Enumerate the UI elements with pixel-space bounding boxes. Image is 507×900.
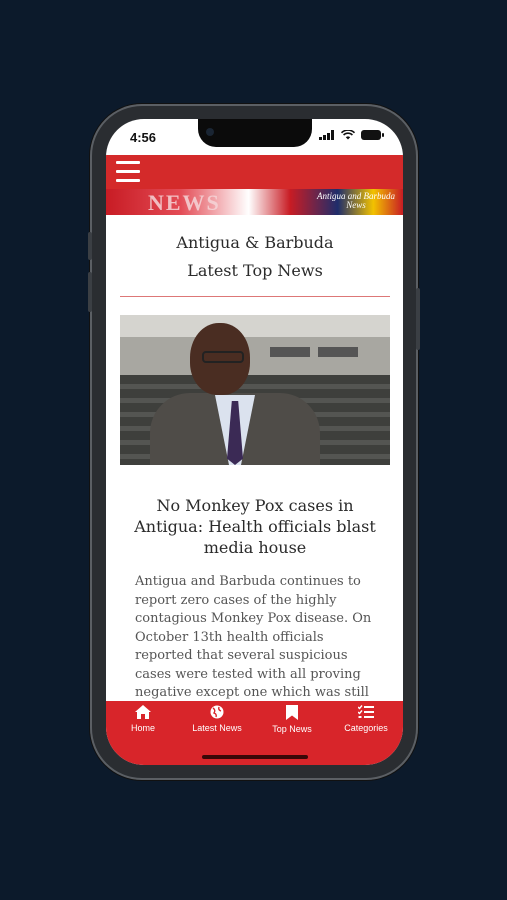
phone-side-button (416, 288, 420, 350)
page-title-line2: Latest Top News (187, 261, 323, 280)
page-title (120, 229, 390, 285)
list-check-icon (358, 705, 374, 719)
signal-icon (319, 130, 335, 140)
front-camera (206, 128, 214, 136)
article-excerpt: Antigua and Barbuda continues to report zero cases of the highly contagious Monkey Pox disease. On October 13th health officials reported that several suspicious cases were tested with all proving negative except one which was still (135, 574, 372, 700)
status-bar (106, 119, 403, 155)
tab-categories[interactable] (329, 705, 403, 733)
battery-icon (361, 130, 381, 140)
status-time: 4:56 (130, 130, 157, 145)
tab-top-news-label: Top News (272, 724, 312, 734)
banner-word: NEWS (148, 190, 221, 215)
menu-icon[interactable] (116, 161, 140, 182)
home-icon (135, 705, 151, 719)
news-banner (106, 189, 403, 215)
phone-volume-button (88, 272, 92, 312)
article-image[interactable] (120, 315, 390, 465)
main-content (106, 215, 403, 701)
tab-categories-label: Categories (344, 723, 388, 733)
tab-top-news[interactable] (255, 705, 329, 734)
bottom-tab-bar (106, 701, 403, 765)
phone-volume-button (88, 232, 92, 260)
status-icons (319, 130, 381, 140)
app-screen (106, 119, 403, 765)
home-indicator[interactable] (202, 755, 308, 759)
article-title[interactable]: No Monkey Pox cases in Antigua: Health officials blast media house (134, 496, 376, 557)
tab-home-label: Home (130, 723, 155, 733)
app-header (106, 155, 403, 189)
banner-logo-text: Antigua and Barbuda News (317, 191, 395, 210)
page-title-line1: Antigua & Barbuda (176, 233, 334, 252)
wifi-icon (341, 130, 355, 140)
title-divider (120, 296, 390, 297)
bookmark-icon (286, 705, 298, 720)
tab-home[interactable] (106, 705, 180, 733)
tab-latest-news[interactable] (180, 705, 254, 733)
notch (198, 119, 312, 147)
globe-icon (210, 705, 224, 719)
tab-latest-news-label: Latest News (192, 723, 242, 733)
